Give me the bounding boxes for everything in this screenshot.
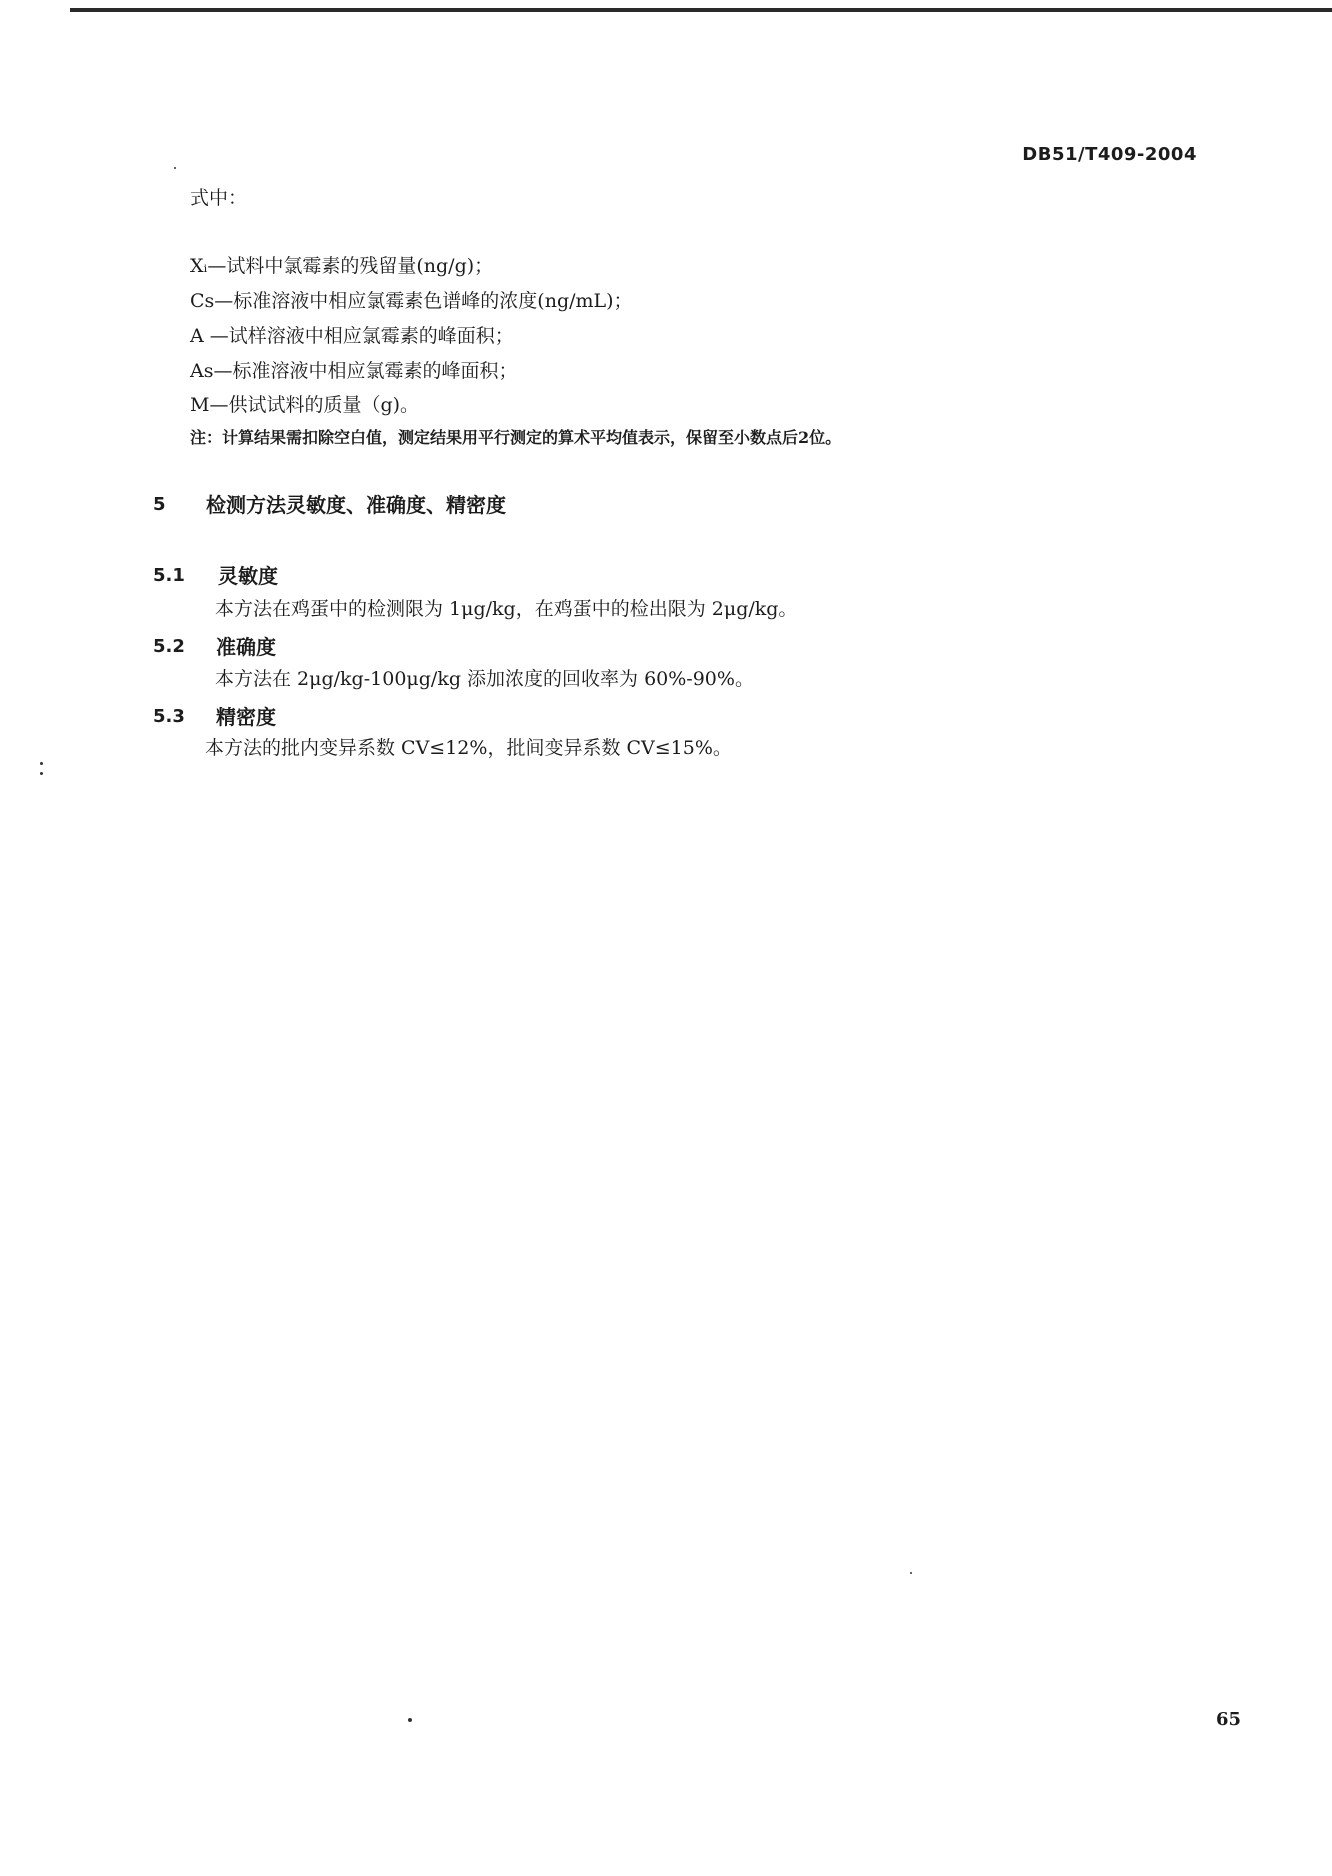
calculation-note: 注：计算结果需扣除空白值，测定结果用平行测定的算术平均值表示，保留至小数点后2位。 bbox=[190, 428, 842, 447]
scan-speck bbox=[910, 1572, 912, 1574]
section-5-1-number: 5.1 bbox=[153, 565, 185, 586]
definition-xi: Xᵢ—试料中氯霉素的残留量(ng/g)； bbox=[190, 255, 494, 277]
section-5-2-title: 准确度 bbox=[216, 635, 276, 659]
section-5-2-body: 本方法在 2μg/kg-100μg/kg 添加浓度的回收率为 60%-90%。 bbox=[215, 668, 754, 690]
scan-speck bbox=[40, 772, 43, 775]
section-5-2-number: 5.2 bbox=[153, 636, 185, 657]
scan-speck bbox=[408, 1718, 412, 1722]
section-5-3-title: 精密度 bbox=[216, 705, 276, 729]
document-code: DB51/T409-2004 bbox=[1022, 144, 1197, 165]
section-5-3-body: 本方法的批内变异系数 CV≤12%，批间变异系数 CV≤15%。 bbox=[205, 737, 732, 759]
scan-speck bbox=[40, 762, 43, 765]
section-5-number: 5 bbox=[153, 494, 166, 515]
definition-a: A —试样溶液中相应氯霉素的峰面积； bbox=[190, 325, 514, 347]
scan-speck bbox=[174, 167, 176, 169]
section-5-3-number: 5.3 bbox=[153, 706, 185, 727]
page-number: 65 bbox=[1216, 1709, 1242, 1730]
definition-as: As—标准溶液中相应氯霉素的峰面积； bbox=[190, 360, 518, 382]
formula-legend-intro: 式中： bbox=[190, 187, 248, 209]
definition-m: M—供试试料的质量（g)。 bbox=[190, 394, 420, 416]
section-5-title: 检测方法灵敏度、准确度、精密度 bbox=[206, 493, 506, 517]
header-rule bbox=[70, 8, 1332, 12]
section-5-1-title: 灵敏度 bbox=[218, 564, 278, 588]
section-5-1-body: 本方法在鸡蛋中的检测限为 1μg/kg，在鸡蛋中的检出限为 2μg/kg。 bbox=[215, 598, 798, 620]
definition-cs: Cs—标准溶液中相应氯霉素色谱峰的浓度(ng/mL)； bbox=[190, 290, 633, 312]
